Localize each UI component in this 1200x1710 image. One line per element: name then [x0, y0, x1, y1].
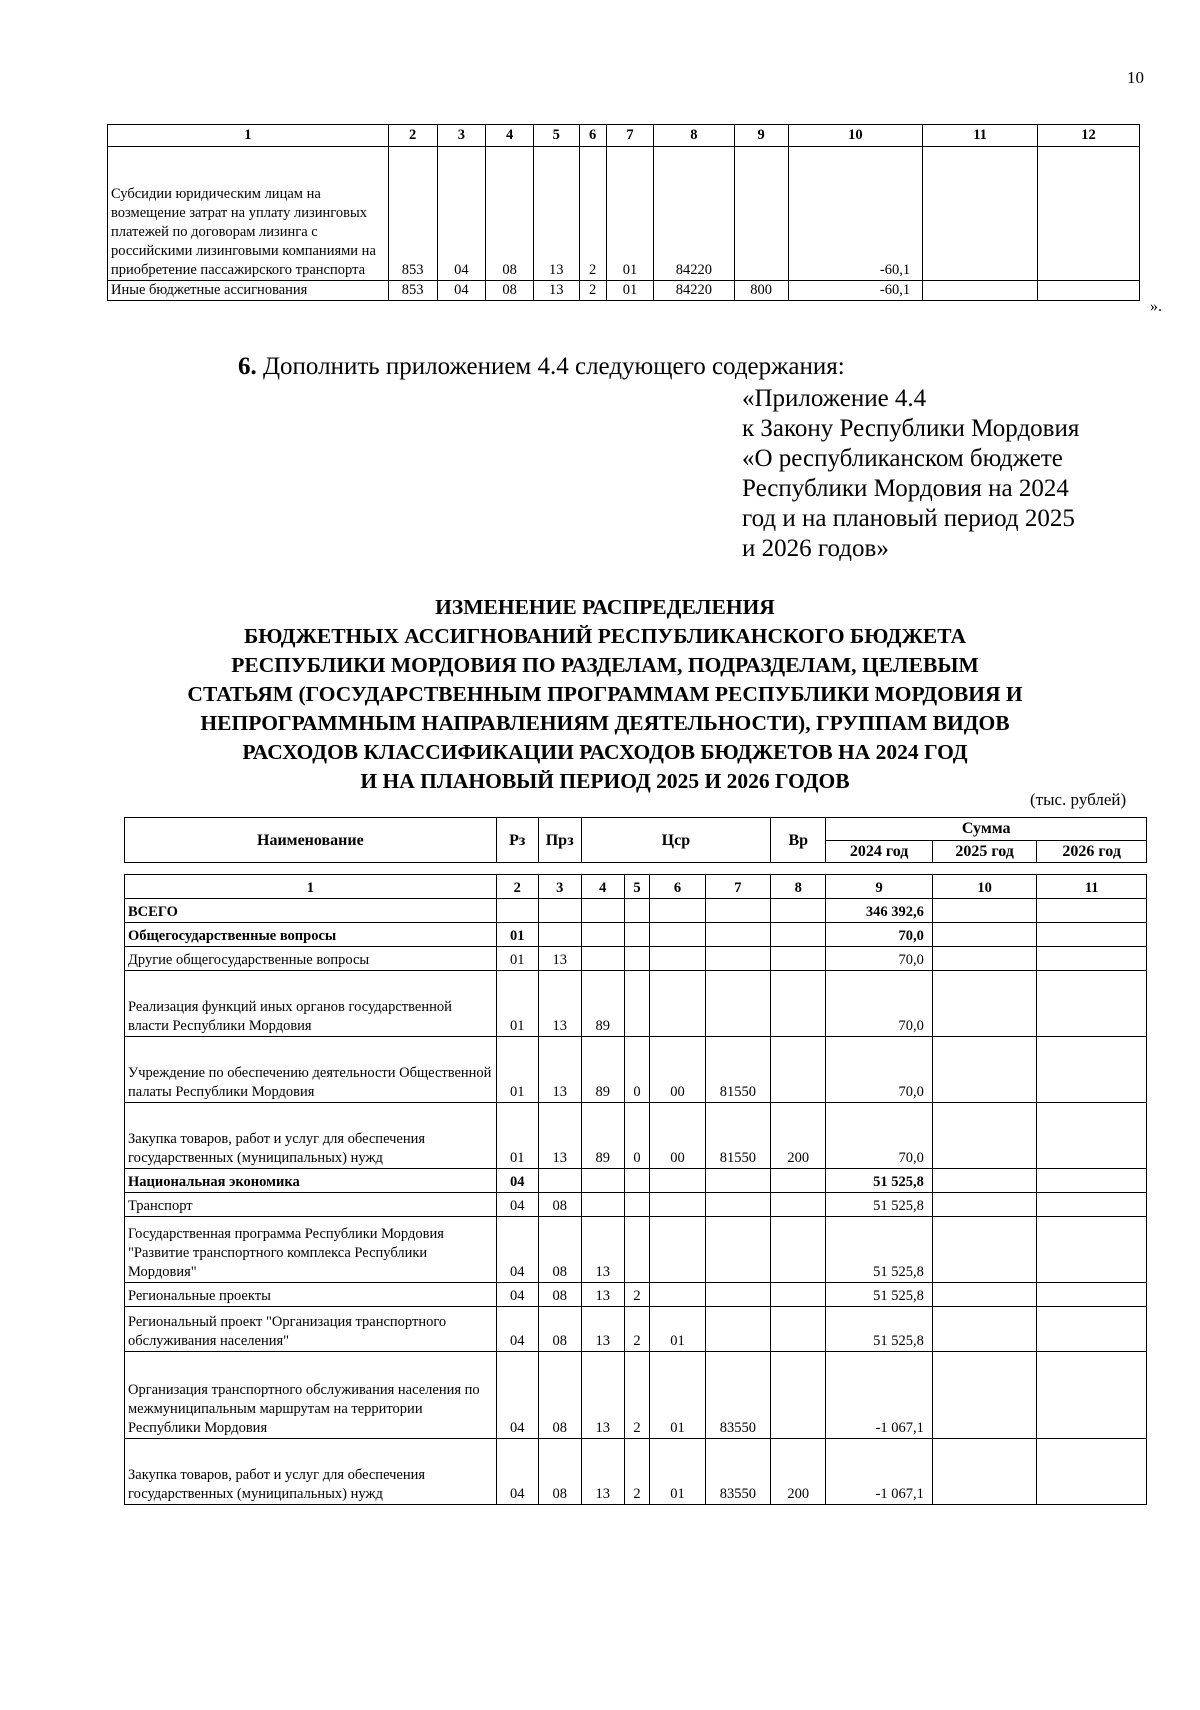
cell-rz: 01: [496, 1037, 538, 1103]
cell-sum-2025: [932, 1169, 1036, 1193]
cell-sum-2024: 51 525,8: [826, 1193, 933, 1217]
cell-sum-2026: [1037, 1283, 1147, 1307]
cell-sum-2025: [932, 899, 1036, 923]
cell-sum-2025: [932, 971, 1036, 1037]
cell-csr-direction: 81550: [705, 1037, 771, 1103]
cell-csr-subprogram: 00: [650, 1037, 705, 1103]
cell-csr-program: [581, 899, 624, 923]
cell-csr-direction: [705, 899, 771, 923]
cell-sum-2024: 70,0: [826, 923, 933, 947]
cell: [923, 147, 1038, 281]
table-row: [125, 1352, 1147, 1439]
table-row: [125, 1217, 1147, 1283]
cell-sum-2024: 51 525,8: [826, 1307, 933, 1352]
cell-csr-subprogram: [650, 899, 705, 923]
column-number: 2: [388, 125, 437, 147]
cell-sum-2024: -1 067,1: [826, 1439, 933, 1505]
cell-sum-2024: 346 392,6: [826, 899, 933, 923]
cell-prz: 08: [538, 1217, 581, 1283]
cell-csr-subprogram: 01: [650, 1307, 705, 1352]
cell: 853: [388, 281, 437, 301]
cell-prz: 13: [538, 947, 581, 971]
cell: 08: [486, 281, 534, 301]
row-name: Организация транспортного обслуживания населения по межмуниципальным маршрутам на территории Республики Мордовия: [125, 1352, 497, 1439]
column-number: 8: [771, 875, 826, 899]
cell-sum-2026: [1037, 923, 1147, 947]
cell-rz: 01: [496, 971, 538, 1037]
cell-csr-subprogram: [650, 971, 705, 1037]
cell-prz: 08: [538, 1283, 581, 1307]
title-line: БЮДЖЕТНЫХ АССИГНОВАНИЙ РЕСПУБЛИКАНСКОГО БЮДЖЕТА: [244, 624, 966, 648]
cell-sum-2026: [1037, 1103, 1147, 1169]
cell-csr-program: 13: [581, 1283, 624, 1307]
cell-vr: [771, 971, 826, 1037]
row-name: Реализация функций иных органов государственной власти Республики Мордовия: [125, 971, 497, 1037]
cell-vr: [771, 1307, 826, 1352]
cell-csr-direction: [705, 1169, 771, 1193]
cell-prz: [538, 1169, 581, 1193]
cell-csr-direction: [705, 1283, 771, 1307]
appendix-line: год и на плановый период 2025: [742, 505, 1075, 532]
cell-sum-2025: [932, 1352, 1036, 1439]
column-number: 6: [579, 125, 606, 147]
cell-vr: [771, 923, 826, 947]
cell-vr: [771, 1352, 826, 1439]
header-prz: Прз: [538, 818, 581, 863]
cell-sum-2025: [932, 923, 1036, 947]
cell-rz: 04: [496, 1217, 538, 1283]
column-number: 6: [650, 875, 705, 899]
cell-sum-2025: [932, 1439, 1036, 1505]
cell-vr: [771, 1037, 826, 1103]
column-number: 10: [788, 125, 922, 147]
cell: 84220: [654, 281, 734, 301]
column-number: 8: [654, 125, 734, 147]
cell: 800: [734, 281, 788, 301]
cell-sum-2026: [1037, 971, 1147, 1037]
cell-csr-program: 89: [581, 1103, 624, 1169]
cell-rz: 01: [496, 947, 538, 971]
cell-csr-type: [624, 923, 650, 947]
item-text: Дополнить приложением 4.4 следующего содержания:: [256, 353, 845, 380]
table-row: [125, 1439, 1147, 1505]
cell: [1038, 281, 1140, 301]
appendix-line: и 2026 годов»: [742, 535, 889, 562]
cell-csr-program: [581, 947, 624, 971]
table-row: [125, 923, 1147, 947]
cell-sum-2026: [1037, 1307, 1147, 1352]
cell-rz: 04: [496, 1352, 538, 1439]
cell-csr-type: 0: [624, 1103, 650, 1169]
column-number: 11: [1037, 875, 1147, 899]
cell-csr-program: 13: [581, 1217, 624, 1283]
cell-sum-2025: [932, 1193, 1036, 1217]
cell-csr-program: [581, 923, 624, 947]
cell-csr-type: [624, 1169, 650, 1193]
row-name: Закупка товаров, работ и услуг для обеспечения государственных (муниципальных) нужд: [125, 1103, 497, 1169]
table-row: [108, 281, 1140, 301]
cell-vr: 200: [771, 1103, 826, 1169]
cell-sum-2026: [1037, 1169, 1147, 1193]
cell-csr-program: [581, 1193, 624, 1217]
cell: 01: [606, 147, 654, 281]
header-vr: Вр: [771, 818, 826, 863]
cell-csr-type: 0: [624, 1037, 650, 1103]
header-2026: 2026 год: [1037, 840, 1147, 863]
table-row: [125, 1307, 1147, 1352]
cell-sum-2026: [1037, 1352, 1147, 1439]
column-number: 12: [1038, 125, 1140, 147]
cell-csr-direction: [705, 971, 771, 1037]
cell-csr-type: [624, 947, 650, 971]
column-number: 3: [538, 875, 581, 899]
title-line: РАСХОДОВ КЛАССИФИКАЦИИ РАСХОДОВ БЮДЖЕТОВ НА 2024 ГОД: [242, 740, 968, 764]
cell-sum-2025: [932, 947, 1036, 971]
cell-sum-2025: [932, 1283, 1036, 1307]
table-row: [125, 1283, 1147, 1307]
cell-sum-2024: 70,0: [826, 947, 933, 971]
cell-csr-direction: 83550: [705, 1352, 771, 1439]
cell-sum-2024: -1 067,1: [826, 1352, 933, 1439]
cell-prz: 13: [538, 1037, 581, 1103]
cell-sum-2026: [1037, 1037, 1147, 1103]
cell-sum-2025: [932, 1307, 1036, 1352]
title-line: И НА ПЛАНОВЫЙ ПЕРИОД 2025 И 2026 ГОДОВ: [360, 769, 850, 793]
cell-vr: [771, 899, 826, 923]
cell-vr: [771, 1193, 826, 1217]
table-row: [125, 947, 1147, 971]
appendix-reference: [742, 384, 1122, 564]
cell-csr-type: 2: [624, 1283, 650, 1307]
column-number: 1: [108, 125, 389, 147]
cell-csr-type: 2: [624, 1352, 650, 1439]
column-numbers-row: [125, 875, 1147, 899]
table-row: [125, 971, 1147, 1037]
cell-rz: 04: [496, 1193, 538, 1217]
cell-vr: [771, 1217, 826, 1283]
cell-sum-2024: 51 525,8: [826, 1217, 933, 1283]
row-name: Закупка товаров, работ и услуг для обеспечения государственных (муниципальных) нужд: [125, 1439, 497, 1505]
column-number: 5: [534, 125, 580, 147]
cell-csr-program: [581, 1169, 624, 1193]
cell: [1038, 147, 1140, 281]
cell-csr-program: 13: [581, 1307, 624, 1352]
row-name: Государственная программа Республики Мордовия "Развитие транспортного комплекса Республики Мордовия": [125, 1217, 497, 1283]
column-number: 4: [581, 875, 624, 899]
row-name: Учреждение по обеспечению деятельности Общественной палаты Республики Мордовия: [125, 1037, 497, 1103]
header-name: Наименование: [125, 818, 497, 863]
cell-prz: [538, 923, 581, 947]
cell-csr-subprogram: 01: [650, 1439, 705, 1505]
cell-prz: 08: [538, 1193, 581, 1217]
item-number: 6.: [238, 353, 257, 380]
appendix-line: к Закону Республики Мордовия: [742, 415, 1080, 442]
cell-csr-subprogram: 01: [650, 1352, 705, 1439]
cell-csr-type: [624, 899, 650, 923]
header-2025: 2025 год: [932, 840, 1036, 863]
cell-csr-subprogram: [650, 947, 705, 971]
cell-vr: 200: [771, 1439, 826, 1505]
cell-csr-program: 89: [581, 971, 624, 1037]
cell-csr-type: 2: [624, 1439, 650, 1505]
table-row: [125, 1037, 1147, 1103]
column-number: 7: [606, 125, 654, 147]
cell-csr-direction: [705, 923, 771, 947]
cell: 01: [606, 281, 654, 301]
cell-csr-subprogram: 00: [650, 1103, 705, 1169]
header-csr: Цср: [581, 818, 770, 863]
appendix-line: «Приложение 4.4: [742, 385, 927, 412]
column-number: 7: [705, 875, 771, 899]
cell-sum-2024: 51 525,8: [826, 1169, 933, 1193]
row-name: Региональные проекты: [125, 1283, 497, 1307]
column-number: 2: [496, 875, 538, 899]
cell-vr: [771, 947, 826, 971]
cell-prz: 08: [538, 1352, 581, 1439]
cell-vr: [771, 1169, 826, 1193]
budget-table: [124, 874, 1147, 1505]
closing-quote: ».: [1150, 298, 1162, 315]
row-name: Транспорт: [125, 1193, 497, 1217]
header-2024: 2024 год: [826, 840, 932, 863]
cell: 2: [579, 281, 606, 301]
budget-table-header: [124, 817, 1147, 863]
cell-sum-2024: 51 525,8: [826, 1283, 933, 1307]
column-number: 1: [125, 875, 497, 899]
cell-prz: 13: [538, 971, 581, 1037]
header-rz: Рз: [496, 818, 538, 863]
page-number: 10: [1127, 68, 1144, 87]
continuation-table-header: [108, 125, 1140, 147]
cell-csr-program: 13: [581, 1352, 624, 1439]
table-row: [125, 899, 1147, 923]
cell-csr-type: [624, 971, 650, 1037]
cell-csr-subprogram: [650, 1169, 705, 1193]
table-row: [125, 1169, 1147, 1193]
cell-prz: [538, 899, 581, 923]
cell-csr-subprogram: [650, 923, 705, 947]
cell-prz: 08: [538, 1307, 581, 1352]
column-number: 3: [437, 125, 486, 147]
cell-csr-direction: [705, 1193, 771, 1217]
row-name: Субсидии юридическим лицам на возмещение затрат на уплату лизинговых платежей по договорам лизинга с российскими лизинговыми компаниями на приобретение пассажирского транспорта: [108, 147, 389, 281]
cell: 04: [437, 147, 486, 281]
document-title: [150, 593, 1060, 796]
cell: 13: [534, 147, 580, 281]
cell-csr-type: 2: [624, 1307, 650, 1352]
cell-csr-program: 13: [581, 1439, 624, 1505]
cell-rz: 04: [496, 1283, 538, 1307]
cell-prz: 08: [538, 1439, 581, 1505]
cell: 853: [388, 147, 437, 281]
title-line: ИЗМЕНЕНИЕ РАСПРЕДЕЛЕНИЯ: [435, 595, 775, 619]
cell-sum-2025: [932, 1217, 1036, 1283]
row-name: Иные бюджетные ассигнования: [108, 281, 389, 301]
cell-rz: 01: [496, 923, 538, 947]
column-number: 9: [826, 875, 933, 899]
cell: 08: [486, 147, 534, 281]
header-sum: Сумма: [826, 818, 1147, 841]
column-number: 10: [932, 875, 1036, 899]
cell-prz: 13: [538, 1103, 581, 1169]
cell-csr-type: [624, 1217, 650, 1283]
cell-sum-2026: [1037, 899, 1147, 923]
title-line: РЕСПУБЛИКИ МОРДОВИЯ ПО РАЗДЕЛАМ, ПОДРАЗДЕЛАМ, ЦЕЛЕВЫМ: [231, 653, 979, 677]
row-name: Общегосударственные вопросы: [125, 923, 497, 947]
cell-rz: 01: [496, 1103, 538, 1169]
cell: [923, 281, 1038, 301]
continuation-table: [107, 124, 1140, 301]
cell-csr-subprogram: [650, 1283, 705, 1307]
row-name: Региональный проект "Организация транспортного обслуживания населения": [125, 1307, 497, 1352]
row-name: Другие общегосударственные вопросы: [125, 947, 497, 971]
cell-sum-2024: 70,0: [826, 1103, 933, 1169]
cell: -60,1: [788, 147, 922, 281]
table-row: [125, 1193, 1147, 1217]
appendix-line: Республики Мордовия на 2024: [742, 475, 1069, 502]
cell-csr-direction: [705, 1307, 771, 1352]
row-name: Национальная экономика: [125, 1169, 497, 1193]
cell: -60,1: [788, 281, 922, 301]
cell-sum-2025: [932, 1037, 1036, 1103]
cell-sum-2026: [1037, 947, 1147, 971]
cell-csr-direction: [705, 947, 771, 971]
title-line: НЕПРОГРАММНЫМ НАПРАВЛЕНИЯМ ДЕЯТЕЛЬНОСТИ), ГРУППАМ ВИДОВ: [200, 711, 1010, 735]
cell: 2: [579, 147, 606, 281]
cell-rz: [496, 899, 538, 923]
cell-rz: 04: [496, 1307, 538, 1352]
row-name: ВСЕГО: [125, 899, 497, 923]
cell-sum-2025: [932, 1103, 1036, 1169]
column-number: 4: [486, 125, 534, 147]
cell-csr-direction: [705, 1217, 771, 1283]
cell-sum-2026: [1037, 1193, 1147, 1217]
cell: [734, 147, 788, 281]
cell-sum-2024: 70,0: [826, 1037, 933, 1103]
item-6-paragraph: [238, 353, 845, 381]
column-number: 11: [923, 125, 1038, 147]
cell-sum-2026: [1037, 1217, 1147, 1283]
cell-csr-direction: 81550: [705, 1103, 771, 1169]
table-row: [125, 1103, 1147, 1169]
cell-sum-2024: 70,0: [826, 971, 933, 1037]
column-number: 9: [734, 125, 788, 147]
cell-csr-program: 89: [581, 1037, 624, 1103]
cell-rz: 04: [496, 1439, 538, 1505]
cell-csr-direction: 83550: [705, 1439, 771, 1505]
units-label: (тыс. рублей): [1030, 790, 1127, 809]
cell: 04: [437, 281, 486, 301]
cell-csr-subprogram: [650, 1217, 705, 1283]
cell-sum-2026: [1037, 1439, 1147, 1505]
table-row: [108, 147, 1140, 281]
cell-vr: [771, 1283, 826, 1307]
column-number: 5: [624, 875, 650, 899]
cell-csr-type: [624, 1193, 650, 1217]
cell: 84220: [654, 147, 734, 281]
title-line: СТАТЬЯМ (ГОСУДАРСТВЕННЫМ ПРОГРАММАМ РЕСПУБЛИКИ МОРДОВИЯ И: [187, 682, 1023, 706]
appendix-line: «О республиканском бюджете: [742, 445, 1063, 472]
cell-csr-subprogram: [650, 1193, 705, 1217]
cell: 13: [534, 281, 580, 301]
cell-rz: 04: [496, 1169, 538, 1193]
